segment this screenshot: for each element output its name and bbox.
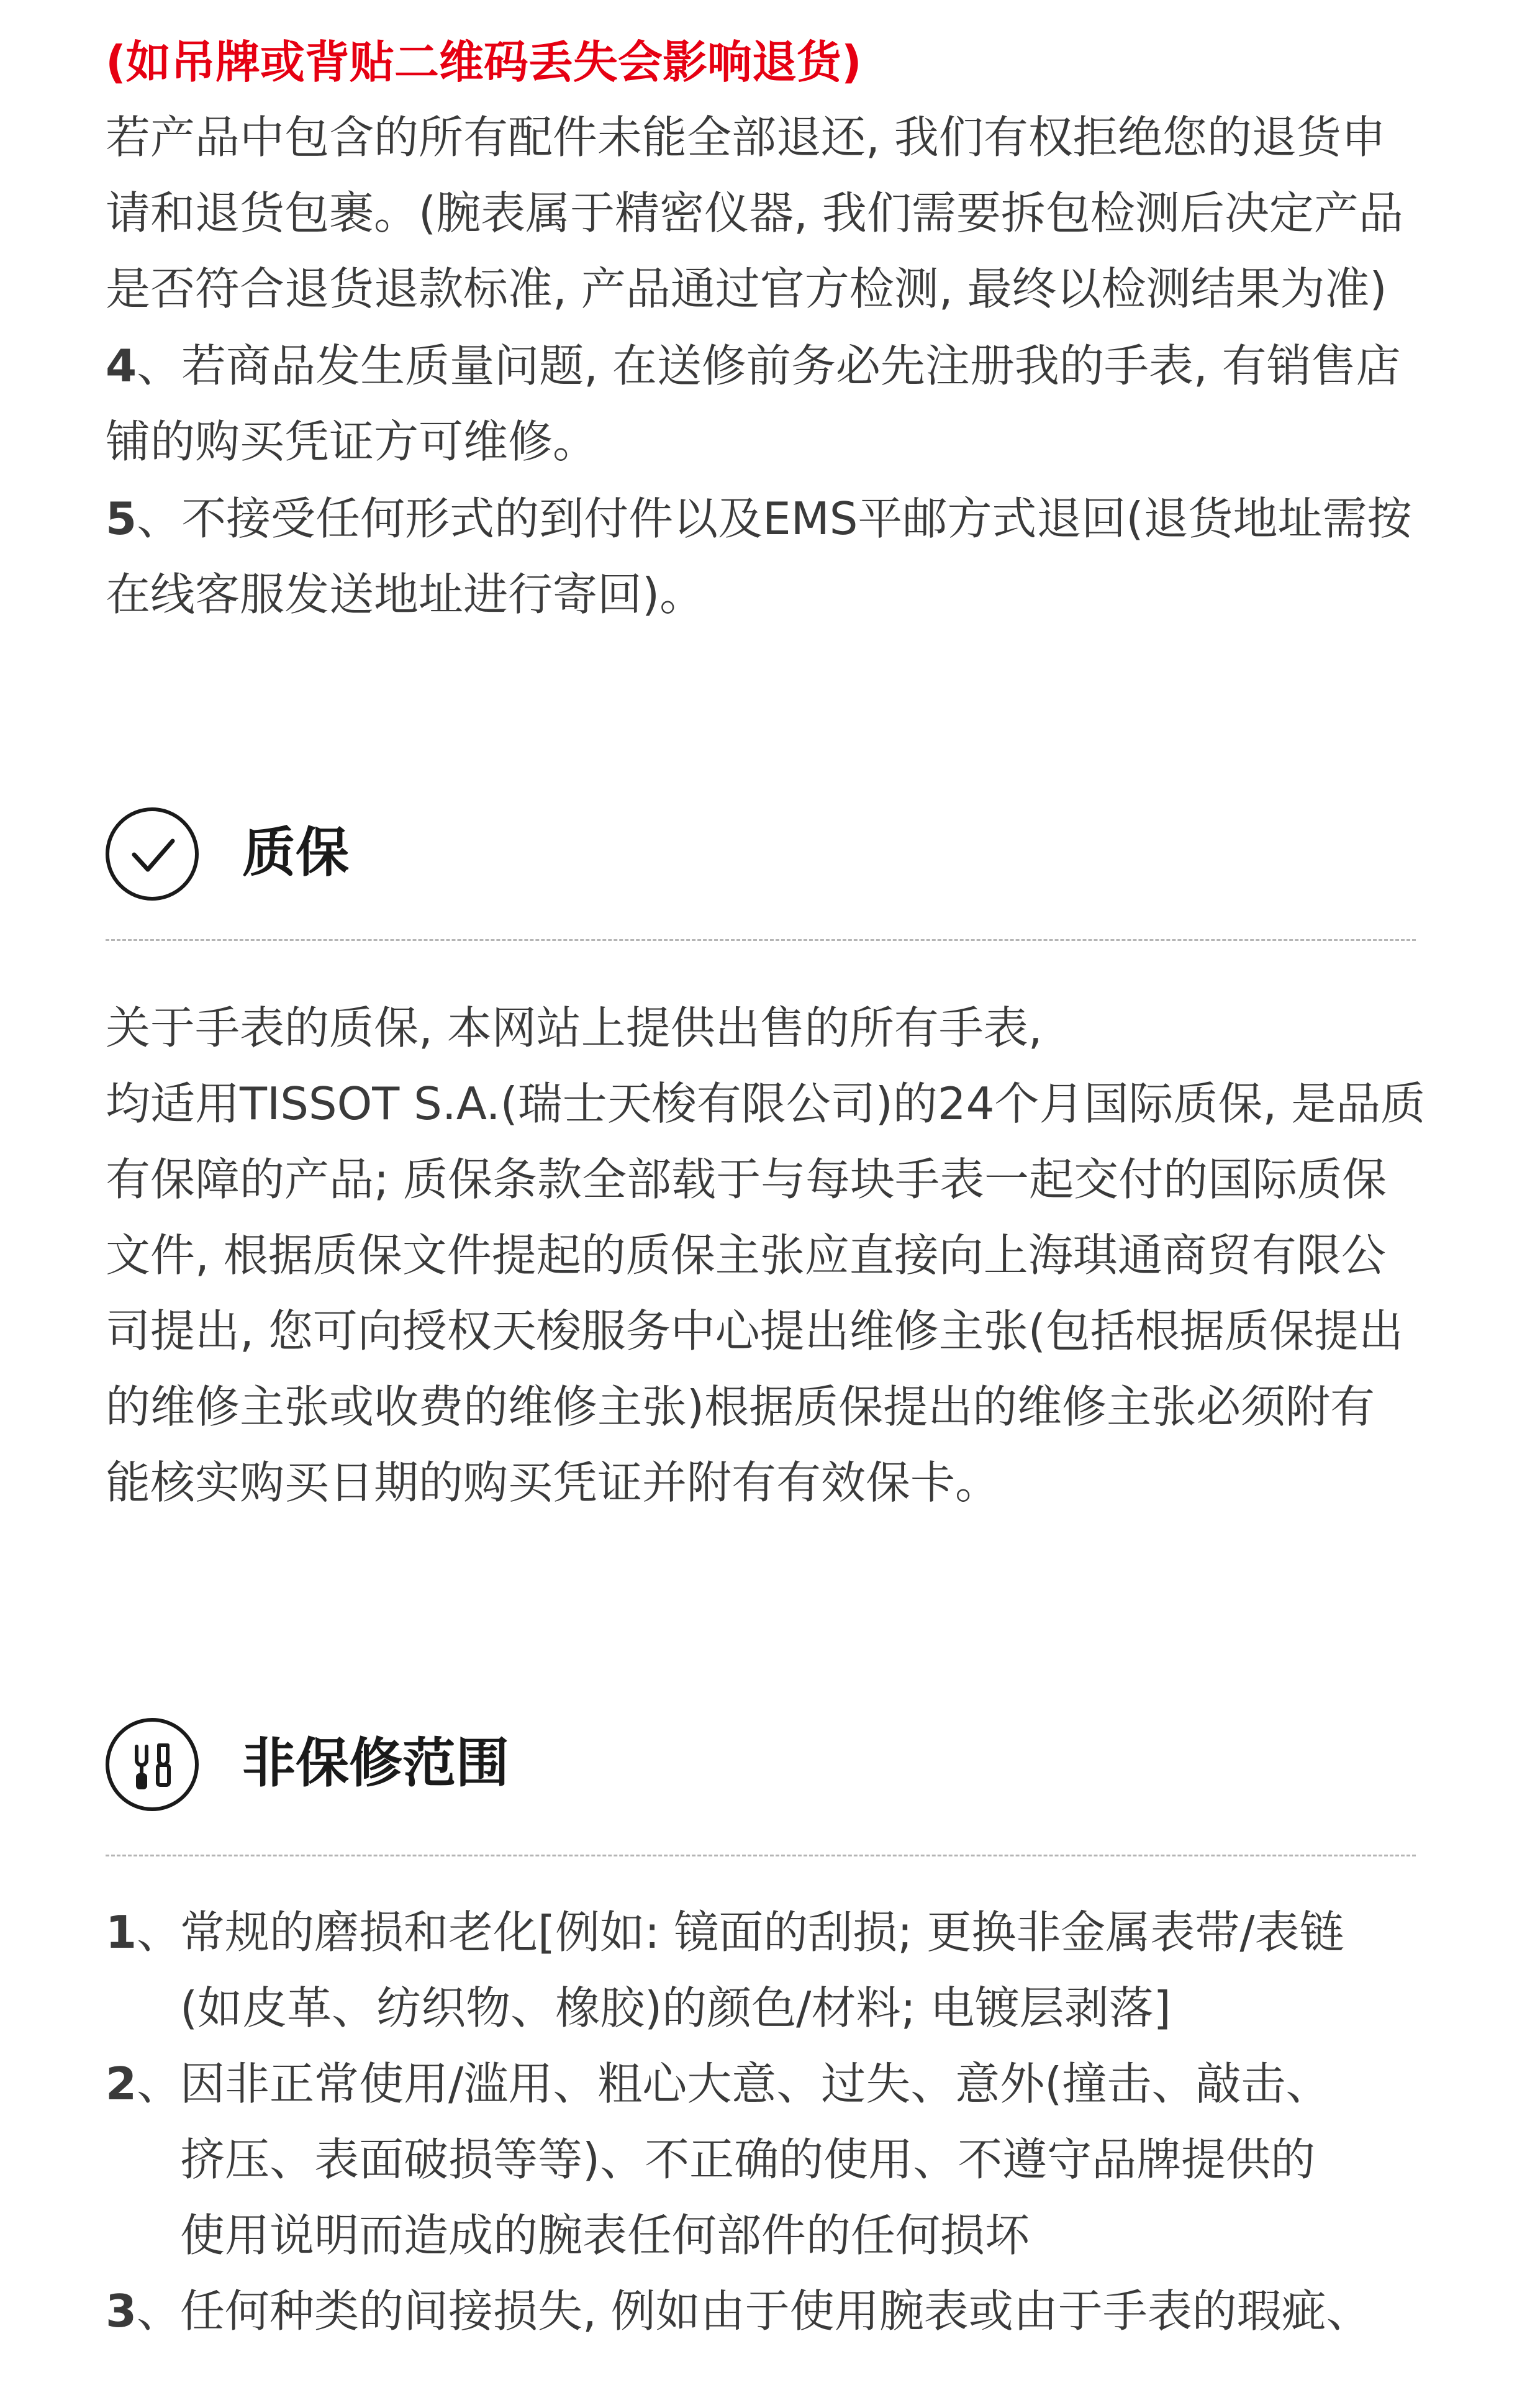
red-notice: (如吊牌或背贴二维码丢失会影响退货) [106,36,862,88]
text-line [106,328,1453,404]
item-index [106,2273,181,2349]
text-line: 挤压、表面破损等等)、不正确的使用、不遵守品牌提供的 [180,2133,1316,2186]
text-line: 常规的磨损和老化[例如: 镜面的刮损; 更换非金属表带/表链 [180,1906,1344,1958]
item-index [106,2046,181,2122]
item-separator: 、 [137,1906,182,1958]
divider [106,939,1416,941]
warranty-header [106,807,1434,907]
non-warranty-list [106,1894,1453,2349]
list-item [106,2273,1453,2349]
text-line: 铺的购买凭证方可维修。 [106,416,598,468]
return-policy-item-5 [106,481,1453,632]
text-line: 能核实购买日期的购买凭证并附有有效保卡。 [106,1456,1000,1509]
check-mark [109,811,195,897]
tools-glyph [109,1722,195,1807]
item-number: 1 [106,1906,137,1958]
item-separator: 、 [137,2058,182,2110]
text-line: 请和退货包裹。(腕表属于精密仪器, 我们需要拆包检测后决定产品 [106,187,1403,239]
tools-icon [106,1718,199,1811]
text-line: 使用说明而造成的腕表任何部件的任何损坏 [180,2209,1030,2261]
text-line: 关于手表的质保, 本网站上提供出售的所有手表, [106,1002,1043,1054]
text-line: 司提出, 您可向授权天梭服务中心提出维修主张(包括根据质保提出 [106,1305,1403,1357]
check-circle-icon [106,807,199,901]
item-number: 3 [106,2285,137,2337]
text-line: 因非正常使用/滥用、粗心大意、过失、意外(撞击、敲击、 [180,2058,1331,2110]
text-line [106,481,1453,556]
section-title: 质保 [242,822,349,884]
text-line: 的维修主张或收费的维修主张)根据质保提出的维修主张必须附有 [106,1381,1375,1433]
text-line: 有保障的产品; 质保条款全部载于与每块手表一起交付的国际质保 [106,1153,1387,1206]
divider [106,1855,1416,1856]
text-span: 、不接受任何形式的到付件以及EMS平邮方式退回(退货地址需按 [137,493,1412,545]
warranty-paragraph [106,990,1453,1520]
item-separator: 、 [137,2285,182,2337]
list-item [106,2046,1453,2273]
item-number: 5 [106,493,137,545]
text-line: 是否符合退货退款标准, 产品通过官方检测, 最终以检测结果为准) [106,263,1387,315]
list-item [106,1894,1453,2046]
text-span: 、若商品发生质量问题, 在送修前务必先注册我的手表, 有销售店 [137,340,1401,392]
return-policy-item3-text [106,99,1453,327]
section-title: 非保修范围 [242,1732,509,1794]
text-line: 若产品中包含的所有配件未能全部退还, 我们有权拒绝您的退货申 [106,111,1386,163]
text-line: 文件, 根据质保文件提起的质保主张应直接向上海琪通商贸有限公 [106,1229,1386,1281]
text-line: (如皮革、纺织物、橡胶)的颜色/材料; 电镀层剥落] [180,1982,1171,2034]
text-line: 在线客服发送地址进行寄回)。 [106,568,705,620]
item-index [106,1894,181,1970]
return-policy-item-4 [106,328,1453,479]
item-number: 2 [106,2058,137,2110]
item-number: 4 [106,340,137,392]
text-line: 任何种类的间接损失, 例如由于使用腕表或由于手表的瑕疵、 [180,2285,1371,2337]
non-warranty-header [106,1718,1434,1817]
text-line: 均适用TISSOT S.A.(瑞士天梭有限公司)的24个月国际质保, 是品质 [106,1078,1426,1130]
